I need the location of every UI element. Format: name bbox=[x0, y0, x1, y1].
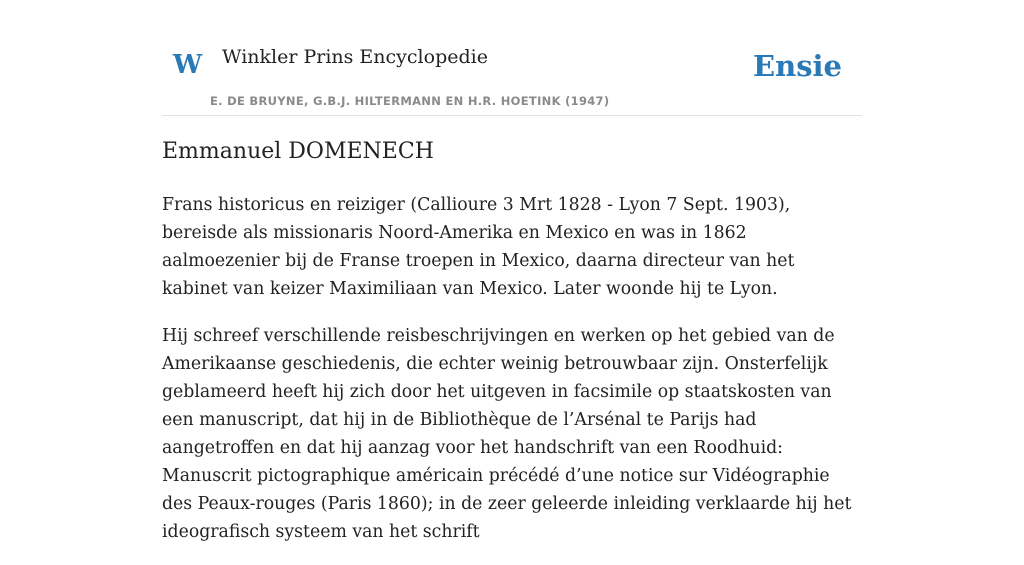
article-paragraph: Frans historicus en reiziger (Callioure 3 Mrt 1828 - Lyon 7 Sept. 1903), bereisde als missionaris Noord-Amerika en Mexico en was in 1862 aalmoezenier bij de Franse troepen in Mexico, daarna directeur van het kabinet van keizer Maximiliaan van Mexico. Later woonde hij te Lyon. bbox=[162, 194, 795, 299]
publication-title[interactable]: Winkler Prins Encyclopedie bbox=[222, 46, 488, 68]
winkler-prins-logo[interactable]: W bbox=[173, 50, 203, 80]
publication-authors: E. DE BRUYNE, G.B.J. HILTERMANN EN H.R. HOETINK (1947) bbox=[210, 94, 610, 108]
article bbox=[162, 138, 862, 565]
ensie-logo[interactable]: Ensie bbox=[753, 49, 842, 83]
site-header bbox=[162, 0, 862, 116]
article-title: Emmanuel DOMENECH bbox=[162, 139, 434, 164]
article-paragraph: Hij schreef verschillende reisbeschrijvingen en werken op het gebied van de Amerikaanse geschiedenis, die echter weinig betrouwbaar zijn. Onsterfelijk geblameerd heeft hij zich door het uitgeven in facsimile op staatskosten van een manuscript, dat hij in de Bibliothèque de l’Arsénal te Parijs had aangetroffen en dat hij aanzag voor het handschrift van een Roodhuid: Manuscrit pictographique américain précédé d’une notice sur Vidéographie des Peaux-rouges (Paris 1860); in de zeer geleerde inleiding verklaarde hij het ideografisch systeem van het schrift bbox=[162, 325, 852, 542]
